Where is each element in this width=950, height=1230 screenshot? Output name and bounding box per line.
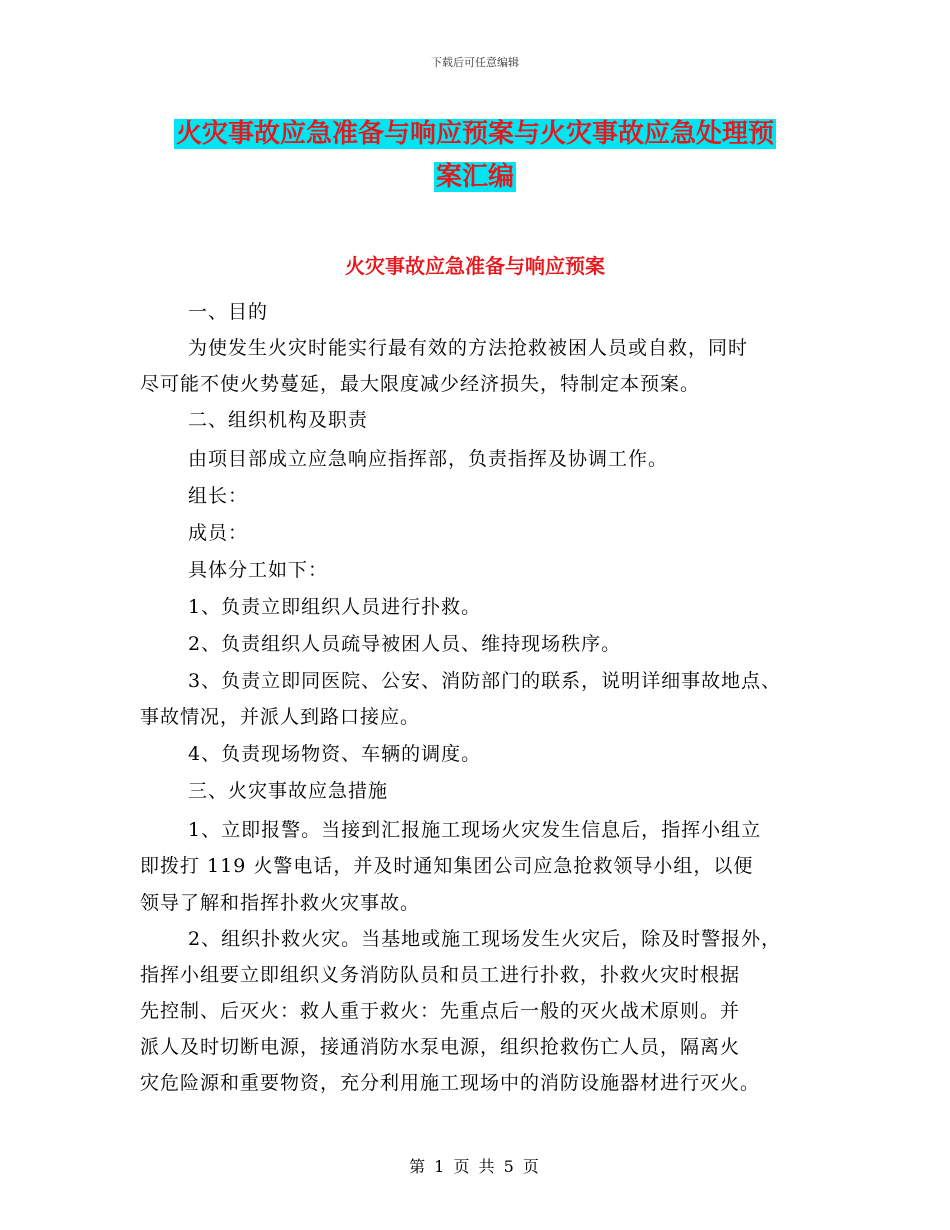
division-intro: 具体分工如下： [188,559,329,581]
heading-organization: 二、组织机构及职责 [188,409,369,431]
leader-label: 组长： [188,485,249,507]
division-item-1: 1、负责立即组织人员进行扑救。 [188,596,482,618]
members-label: 成员： [188,522,249,544]
measure-2-line-5: 灾危险源和重要物资，充分利用施工现场中的消防设施器材进行灭火。 [140,1072,761,1094]
heading-measures: 三、火灾事故应急措施 [188,780,389,802]
division-item-2: 2、负责组织人员疏导被困人员、维持现场秩序。 [188,633,622,655]
measure-2-line-1: 2、组织扑救火灾。当基地或施工现场发生火灾后，除及时警报外， [188,928,782,950]
division-item-3-line-2: 事故情况，并派人到路口接应。 [140,706,421,728]
title-highlight-2: 案汇编 [435,162,514,192]
paragraph-purpose-line-1: 为使发生火灾时能实行最有效的方法抢救被困人员或自救，同时 [188,337,749,359]
page-footer: 第 1 页 共 5 页 [409,1157,541,1176]
section-title: 火灾事故应急准备与响应预案 [345,254,605,278]
heading-purpose: 一、目的 [188,301,269,323]
measure-1-line-3: 领导了解和指挥扑救火灾事故。 [140,892,421,914]
measure-1-line-2: 即拨打 119 火警电话，并及时通知集团公司应急抢救领导小组，以便 [140,855,754,877]
measure-1-line-1: 1、立即报警。当接到汇报施工现场火灾发生信息后，指挥小组立 [188,819,762,841]
measure-2-line-4: 派人及时切断电源，接通消防水泵电源，组织抢救伤亡人员，隔离火 [140,1036,741,1058]
paragraph-organization: 由项目部成立应急响应指挥部，负责指挥及协调工作。 [188,448,669,470]
title-highlight-1: 火灾事故应急准备与响应预案与火灾事故应急处理预 [175,119,774,149]
document-title-line-2 [0,156,950,193]
measure-2-line-3: 先控制、后灭火：救人重于救火：先重点后一般的灭火战术原则。并 [140,1000,741,1022]
division-item-3-line-1: 3、负责立即同医院、公安、消防部门的联系，说明详细事故地点、 [188,670,782,692]
document-title-line-1 [0,113,950,150]
header-note: 下载后可任意编辑 [431,56,519,69]
division-item-4: 4、负责现场物资、车辆的调度。 [188,743,482,765]
paragraph-purpose-line-2: 尽可能不使火势蔓延，最大限度减少经济损失，特制定本预案。 [140,373,701,395]
measure-2-line-2: 指挥小组要立即组织义务消防队员和员工进行扑救，扑救火灾时根据 [140,964,741,986]
